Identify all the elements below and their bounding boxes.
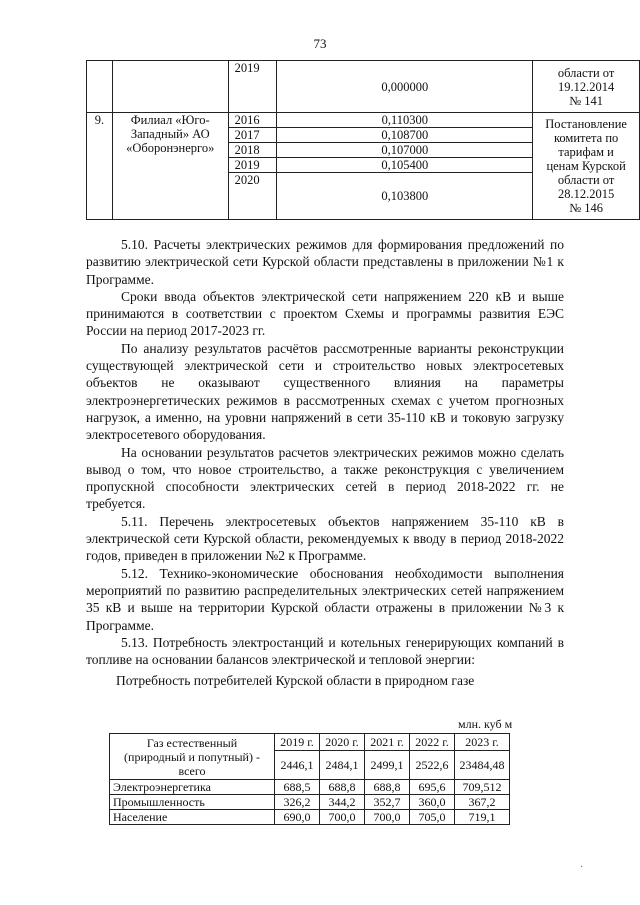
paragraph: Сроки ввода объектов электрической сети напряжением 220 кВ и выше принимаются в соответствии с проектом Схемы и программы развития ЕЭС России на период 2017-2023 гг. — [86, 288, 564, 339]
document-cell: области от 19.12.2014 № 141 — [533, 61, 640, 113]
table-row — [110, 780, 510, 795]
paragraph-5-10: 5.10. Расчеты электрических режимов для формирования предложений по развитию электрической сети Курской области представлены в приложении №1 к Программе. — [86, 237, 564, 287]
tariff-table — [86, 60, 640, 220]
paragraph-5-13: 5.13. Потребность электростанций и котельных генерирующих компаний в топливе на основании балансов электрической и тепловой энергии: — [86, 634, 564, 668]
year-cell: 2019 — [228, 158, 277, 173]
table-row — [87, 113, 640, 128]
year-cell: 2017 — [228, 128, 277, 143]
value-cell: 360,0 — [410, 795, 455, 810]
row-number: 9. — [87, 113, 113, 220]
row-label: Промышленность — [110, 795, 275, 810]
page-number: 73 — [313, 36, 327, 51]
row-label: Население — [110, 810, 275, 825]
value-cell: 0,107000 — [277, 143, 533, 158]
year-header: 2023 г. — [455, 734, 510, 751]
year-header: 2019 г. — [275, 734, 320, 751]
value-cell: 709,512 — [455, 780, 510, 795]
paragraph-5-11: 5.11. Перечень электросетевых объектов напряжением 35-110 кВ в электрической сети Курской области, рекомендуемых к вводу в период 2018-2022 годов, приведен в приложении №2 к Программе. — [86, 513, 564, 564]
value-cell: 352,7 — [365, 795, 410, 810]
value-cell: 688,8 — [320, 780, 365, 795]
scan-mark: · — [580, 862, 584, 873]
paragraph: На основании результатов расчетов электрических режимов можно сделать вывод о том, что новое строительство, а также реконструкция с увеличением пропускной способности электрических сетей в период 2018-2022 гг. не требуется. — [86, 444, 564, 512]
year-cell: 2020 — [228, 173, 277, 220]
value-cell: 688,5 — [275, 780, 320, 795]
value-cell: 688,8 — [365, 780, 410, 795]
value-cell: 705,0 — [410, 810, 455, 825]
value-cell: 344,2 — [320, 795, 365, 810]
value-cell: 700,0 — [365, 810, 410, 825]
year-cell: 2018 — [228, 143, 277, 158]
year-header: 2021 г. — [365, 734, 410, 751]
table-row — [87, 61, 640, 113]
table-header-row — [110, 734, 510, 751]
value-cell: 700,0 — [320, 810, 365, 825]
value-cell: 326,2 — [275, 795, 320, 810]
paragraph-5-12: 5.12. Технико-экономические обоснования необходимости выполнения мероприятий по развитию распределительных электрических сетей напряжением 35 кВ и выше на территории Курской области отражены в приложении №3 к Программе. — [86, 565, 564, 633]
gas-table-heading: Потребность потребителей Курской области в природном газе — [116, 673, 475, 689]
year-cell: 2016 — [228, 113, 277, 128]
total-cell: 2446,1 — [275, 751, 320, 780]
total-cell: 2522,6 — [410, 751, 455, 780]
year-header: 2020 г. — [320, 734, 365, 751]
total-cell: 23484,48 — [455, 751, 510, 780]
value-cell: 695,6 — [410, 780, 455, 795]
document-cell: Постановление комитета по тарифам и ценам Курской области от 28.12.2015 № 146 — [533, 113, 640, 220]
row-label: Электроэнергетика — [110, 780, 275, 795]
paragraph: По анализу результатов расчётов рассмотренные варианты реконструкции существующей электрической сети и строительство новых электросетевых объектов не оказывают существенного влияния на параметры электроэнергетических режимов в рассмотренных схемах с учетом прогнозных нагрузок, а именно, на уровни напряжений в сети 35-110 кВ и токовую загрузку электросетевого оборудования. — [86, 340, 564, 443]
total-cell: 2499,1 — [365, 751, 410, 780]
value-cell: 0,110300 — [277, 113, 533, 128]
value-cell: 367,2 — [455, 795, 510, 810]
value-cell: 690,0 — [275, 810, 320, 825]
value-cell: 0,105400 — [277, 158, 533, 173]
gas-demand-table — [109, 733, 510, 825]
total-cell: 2484,1 — [320, 751, 365, 780]
year-header: 2022 г. — [410, 734, 455, 751]
header-label-cell: Газ естественный (природный и попутный) - всего — [110, 734, 275, 780]
year-cell: 2019 — [228, 61, 277, 113]
value-cell: 719,1 — [455, 810, 510, 825]
value-cell: 0,103800 — [277, 173, 533, 220]
table-row — [110, 795, 510, 810]
value-cell: 0,108700 — [277, 128, 533, 143]
body-text — [86, 236, 564, 690]
table-row — [110, 810, 510, 825]
organization-name: Филиал «Юго- Западный» АО «Оборонэнерго» — [112, 113, 228, 220]
unit-label: млн. куб м — [458, 717, 513, 731]
value-cell: 0,000000 — [277, 61, 533, 113]
